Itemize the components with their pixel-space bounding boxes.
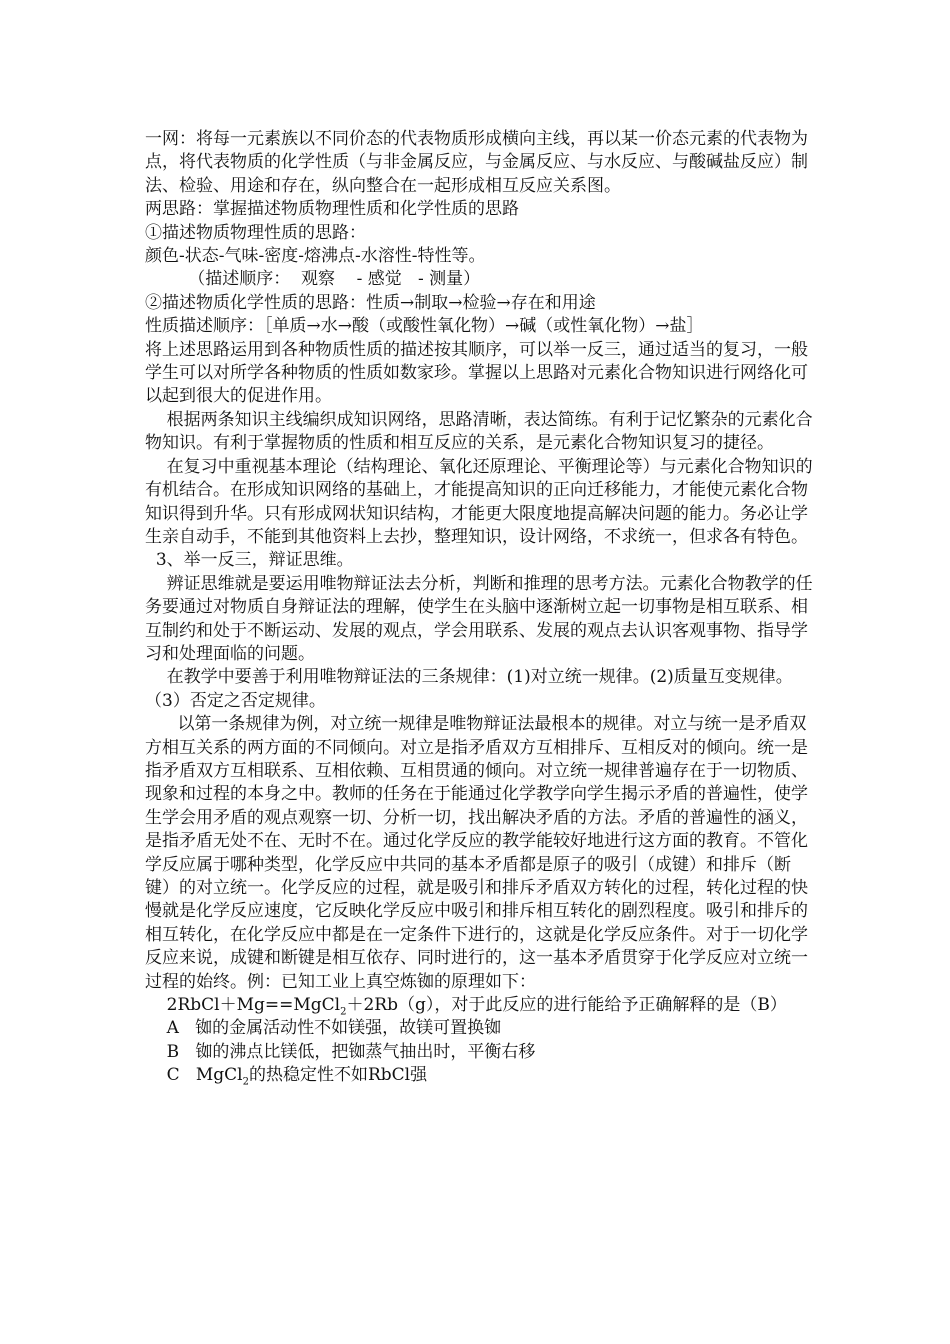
equation-part1: 2RbCl＋Mg==MgCl — [145, 995, 341, 1016]
equation-part2: ＋2Rb（g），对于此反应的进行能给予正确解释的是（B） — [346, 995, 787, 1016]
equation-line — [145, 994, 813, 1017]
paragraph-chemical-properties-heading: ②描述物质化学性质的思路：性质→制取→检验→存在和用途 — [145, 292, 596, 313]
option-b: B 铷的沸点比镁低，把铷蒸气抽出时，平衡右移 — [145, 1041, 536, 1062]
document-body — [145, 128, 813, 1088]
paragraph-apply-approach: 将上述思路运用到各种物质性质的描述按其顺序，可以举一反三，通过适当的复习，一般学生可以对所学各种物质的性质如数家珍。掌握以上思路对元素化合物知识进行网络化可以起到很大的促进作用。 — [145, 339, 808, 407]
paragraph-theory-integration: 在复习中重视基本理论（结构理论、氧化还原理论、平衡理论等）与元素化合物知识的有机结合。在形成知识网络的基础上，才能提高知识的正向迁移能力，才能使元素化合物知识得到升华。只有形成网状知识结构，才能更大限度地提高解决问题的能力。务必让学生亲自动手，不能到其他资料上去抄，整理知识，设计网络，不求统一，但求各有特色。 — [145, 456, 813, 547]
section-heading-3: 3、举一反三，辩证思维。 — [145, 550, 354, 571]
paragraph-physical-properties-list: 颜色-状态-气味-密度-熔沸点-水溶性-特性等。 — [145, 246, 486, 267]
paragraph-unity-of-opposites: 以第一条规律为例，对立统一规律是唯物辩证法最根本的规律。对立与统一是矛盾双方相互关系的两方面的不同倾向。对立是指矛盾双方互相排斥、互相反对的倾向。统一是指矛盾双方互相联系、互相依赖、互相贯通的倾向。对立统一规律普遍存在于一切物质、现象和过程的本身之中。教师的任务在于能通过化学教学向学生揭示矛盾的普遍性，使学生学会用矛盾的观点观察一切、分析一切，找出解决矛盾的方法。矛盾的普遍性的涵义，是指矛盾无处不在、无时不在。通过化学反应的教学能较好地进行这方面的教育。不管化学反应属于哪种类型，化学反应中共同的基本矛盾都是原子的吸引（成键）和排斥（断键）的对立统一。化学反应的过程，就是吸引和排斥矛盾双方转化的过程，转化过程的快慢就是化学反应速度，它反映化学反应中吸引和排斥相互转化的剧烈程度。吸引和排斥的相互转化，在化学反应中都是在一定条件下进行的，这就是化学反应条件。对于一切化学反应来说，成键和断键是相互依存、同时进行的，这一基本矛盾贯穿于化学反应对立统一过程的始终。例：已知工业上真空炼铷的原理如下： — [145, 714, 808, 992]
equation-subscript: 2 — [340, 1006, 347, 1018]
paragraph-one-network: 一网：将每一元素族以不同价态的代表物质形成横向主线，再以某一价态元素的代表物为点，将代表物质的化学性质（与非金属反应，与金属反应、与水反应、与酸碱盐反应）制法、检验、用途和存在，纵向整合在一起形成相互反应关系图。 — [145, 129, 808, 196]
paragraph-description-order: （描述顺序： 观察 - 感觉 - 测量） — [145, 269, 481, 290]
paragraph-property-order: 性质描述顺序：［单质→水→酸（或酸性氧化物）→碱（或性氧化物）→盐］ — [145, 316, 704, 337]
paragraph-knowledge-network: 根据两条知识主线编织成知识网络，思路清晰，表达简练。有利于记忆繁杂的元素化合物知识。有利于掌握物质的性质和相互反应的关系，是元素化合物知识复习的捷径。 — [145, 409, 813, 454]
paragraph-dialectical-thinking: 辨证思维就是要运用唯物辩证法去分析，判断和推理的思考方法。元素化合物教学的任务要通过对物质自身辩证法的理解，使学生在头脑中逐渐树立起一切事物是相互联系、相互制约和处于不断运动、发展的观点，学会用联系、发展的观点去认识客观事物、指导学习和处理面临的问题。 — [145, 573, 813, 664]
option-c — [145, 1064, 813, 1087]
paragraph-two-approaches: 两思路：掌握描述物质物理性质和化学性质的思路 — [145, 199, 519, 220]
option-a: A 铷的金属活动性不如镁强，故镁可置换铷 — [145, 1018, 502, 1039]
option-c-part1: C MgCl — [145, 1065, 243, 1086]
paragraph-three-laws: 在教学中要善于利用唯物辩证法的三条规律：(1)对立统一规律。(2)质量互变规律。（3）否定之否定规律。 — [145, 667, 793, 711]
option-c-subscript: 2 — [242, 1076, 249, 1088]
option-c-part2: 的热稳定性不如RbCl强 — [248, 1065, 428, 1086]
paragraph-physical-properties-heading: ①描述物质物理性质的思路： — [145, 222, 366, 243]
